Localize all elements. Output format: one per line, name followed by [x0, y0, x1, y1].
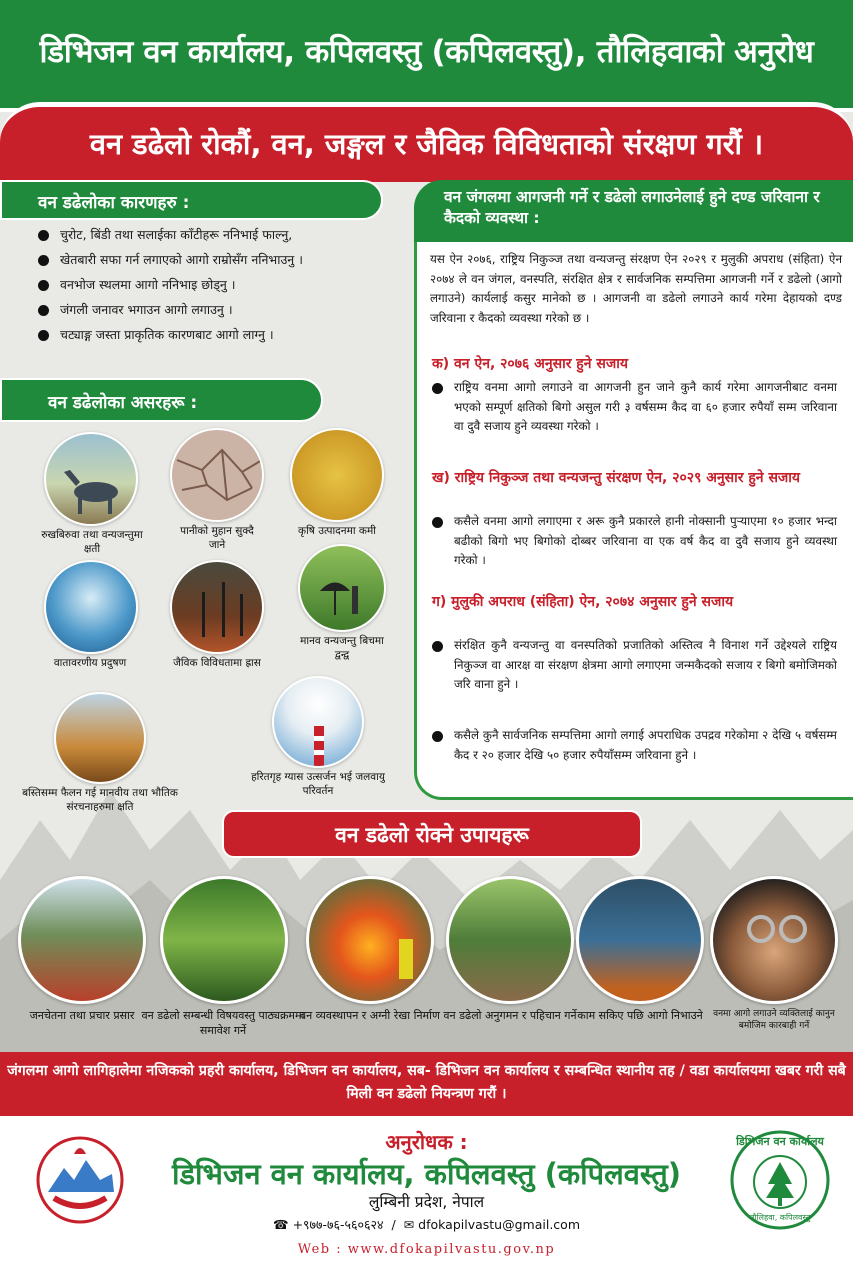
bullet-icon — [38, 305, 49, 316]
effect-caption: रुखबिरुवा तथा वन्यजन्तुमा क्षती — [41, 529, 143, 555]
section-heading-criminal-code: ग) मुलुकी अपराध (संहिता) ऐन, २०७४ अनुसार हुने सजाय — [432, 594, 734, 610]
separator: / — [387, 1217, 400, 1232]
phone-icon: ☎ — [273, 1217, 289, 1232]
penalty-intro: यस ऐन २०७६, राष्ट्रिय निकुञ्ज तथा वन्यजन्तु संरक्षण ऐन २०२९ र मुलुकी अपराध (संहिता) ऐन २०७४ ले वन जंगल, वनस्पति, संरक्षित क्षेत्र र सार्वजनिक सम्पत्तिमा आगजनी गर्ने र डढेलो (आगो लगाउने) कार्यलाई कसुर मानेको छ । आगजनी वा डढेलो लगाउने कार्य गरेमा देहायको दण्ड जरिवाना र कैदको व्यवस्था गरेको छ । — [430, 252, 842, 325]
handcuffs-photo — [710, 876, 838, 1004]
bullet-icon — [38, 330, 49, 341]
measure-caption: वन डढेलो सम्बन्धी विषयवस्तु पाठ्यक्रममा समावेश गर्ने — [141, 1009, 305, 1037]
measure-caption: वन व्यवस्थापन र अग्नी रेखा निर्माण — [300, 1009, 440, 1022]
office-name: डिभिजन वन कार्यालय, कपिलवस्तु (कपिलवस्तु) — [172, 1157, 681, 1191]
effect-caption: वातावरणीय प्रदुषण — [53, 657, 127, 669]
forest-office-emblem — [728, 1128, 832, 1232]
human-wildlife-photo — [298, 544, 386, 632]
contact-line — [0, 1216, 853, 1233]
email-icon: ✉ — [403, 1217, 415, 1232]
causes-list — [38, 226, 393, 351]
effects-heading: वन डढेलोका असरहरू : — [0, 378, 323, 422]
bullet-icon — [38, 280, 49, 291]
penalty-heading: वन जंगलमा आगजनी गर्ने र डढेलो लगाउनेलाई हुने दण्ड जरिवाना र कैदको व्यवस्था : — [414, 180, 853, 242]
measure-caption: वनमा आगो लगाउने व्यक्तिलाई कानुन बमोजिम कारबाही गर्ने — [713, 1009, 835, 1031]
effect-caption: पानीको मुहान सुक्दै जाने — [180, 525, 254, 551]
effect-caption: हरितगृह ग्यास उत्सर्जन भई जलवायु परिवर्तन — [251, 771, 385, 797]
measure-caption: वन डढेलो अनुगमन र पहिचान गर्ने — [443, 1009, 577, 1022]
requester-label: अनुरोधक : — [385, 1130, 468, 1154]
deer-fleeing-photo — [44, 432, 138, 526]
effect-caption: कृषि उत्पादनमा कमी — [298, 525, 376, 537]
awareness-rally-photo — [18, 876, 146, 1004]
email-link[interactable]: dfokapilvastu@gmail.com — [418, 1217, 580, 1232]
bullet-icon — [432, 641, 443, 652]
slogan: वन डढेलो रोकौं, वन, जङ्गल र जैविक विविधताको संरक्षण गरौं । — [89, 127, 764, 161]
fire-line-photo — [306, 876, 434, 1004]
list-item: चुरोट, बिंडी तथा सलाईका काँटीहरू ननिभाई फाल्नु, — [38, 226, 393, 243]
section-heading-forest-act: क) वन ऐन, २०७६ अनुसार हुने सजाय — [432, 356, 628, 372]
causes-heading: वन डढेलोका कारणहरु : — [0, 180, 383, 220]
bullet-icon — [38, 255, 49, 266]
smoke-pollution-photo — [44, 560, 138, 654]
list-item: जंगली जनावर भगाउन आगो लगाउनु । — [38, 301, 393, 318]
effect-caption: मानव वन्यजन्तु बिचमा द्वन्द्व — [300, 635, 384, 661]
list-item: कसैले कुनै सार्वजनिक सम्पत्तिमा आगो लगाई अपराधिक उपद्रव गरेकोमा २ देखि ५ वर्षसम्म कैद र २० हजार देखि ५० हजार रुपैयाँसम्म जरिवाना हुने । — [432, 726, 837, 765]
list-item: खेतबारी सफा गर्न लगाएको आगो राम्रोसँग ननिभाउनु । — [38, 251, 393, 268]
bullet-icon — [432, 517, 443, 528]
bullet-icon — [432, 731, 443, 742]
chimney-emission-photo — [272, 676, 364, 768]
measures-heading: वन डढेलो रोक्ने उपायहरू — [222, 810, 642, 858]
phone-number[interactable]: +९७७-७६-५६०६२४ — [292, 1217, 384, 1232]
burnt-forest-photo — [170, 560, 264, 654]
notice-band: जंगलमा आगो लागिहालेमा नजिकको प्रहरी कार्यालय, डिभिजन वन कार्यालय, सब- डिभिजन वन कार्यालय र सम्बन्धित स्थानीय तह / वडा कार्यालयमा खबर गरी सबै मिली वन डढेलो नियन्त्रण गरौं । — [0, 1052, 853, 1116]
emblem-title: डिभिजन वन कार्यालय — [736, 1135, 824, 1148]
flood-damage-photo — [54, 692, 146, 784]
effect-caption: बस्तिसम्म फैलन गई मानवीय तथा भौतिक संरचनाहरुमा क्षति — [22, 787, 178, 813]
bullet-icon — [38, 230, 49, 241]
curriculum-photo — [160, 876, 288, 1004]
list-item: संरक्षित कुनै वन्यजन्तु वा वनस्पतिको प्रजातिको अस्तित्व नै विनाश गर्ने उद्देश्यले राष्ट्रिय निकुञ्ज वा आरक्ष वा संरक्षण क्षेत्रमा आगो लगाएमा जन्मकैदको सजाय र बिगो बमोजिमको जरि वाना हुने । — [432, 636, 837, 695]
province: लुम्बिनी प्रदेश, नेपाल — [368, 1193, 485, 1211]
emblem-place: तौलिहवा, कपिलवस्तु — [749, 1213, 811, 1222]
measure-caption: जनचेतना तथा प्रचार प्रसार — [29, 1009, 135, 1022]
extinguish-fire-photo — [576, 876, 704, 1004]
website-link[interactable]: Web : www.dfokapilvastu.gov.np — [297, 1242, 556, 1257]
list-item: वनभोज स्थलमा आगो ननिभाइ छोड्नु । — [38, 276, 393, 293]
cracked-earth-photo — [170, 428, 264, 522]
crop-field-photo — [290, 428, 384, 522]
effect-caption: जैविक विविधतामा ह्रास — [173, 657, 261, 669]
section-heading-park-act: ख) राष्ट्रिय निकुञ्ज तथा वन्यजन्तु संरक्षण ऐन, २०२९ अनुसार हुने सजाय — [432, 470, 801, 486]
page-title: डिभिजन वन कार्यालय, कपिलवस्तु (कपिलवस्तु), तौलिहवाको अनुरोध — [39, 34, 814, 70]
monitoring-team-photo — [446, 876, 574, 1004]
list-item: चट्याङ्ग जस्ता प्राकृतिक कारणबाट आगो लाग्नु । — [38, 326, 393, 343]
measure-caption: काम सकिए पछि आगो निभाउने — [577, 1009, 703, 1022]
list-item: राष्ट्रिय वनमा आगो लगाउने वा आगजनी हुन जाने कुनै कार्य गरेमा आगजनीबाट वनमा भएको सम्पूर्ण क्षतिको बिगो असुल गरी ३ वर्षसम्म कैद वा ६० हजार रुपैयाँ सम्म जरिवाना वा दुवै सजाय हुने व्यवस्था गरेको । — [432, 378, 837, 437]
list-item: कसैले वनमा आगो लगाएमा र अरू कुनै प्रकारले हानी नोक्सानी पुर्‍याएमा १० हजार भन्दा बढीको बिगो भए बिगोको दोब्बर जरिवाना वा एक वर्ष कैद वा दुवै सजाय हुने व्यवस्था गरेको । — [432, 512, 837, 571]
bullet-icon — [432, 383, 443, 394]
